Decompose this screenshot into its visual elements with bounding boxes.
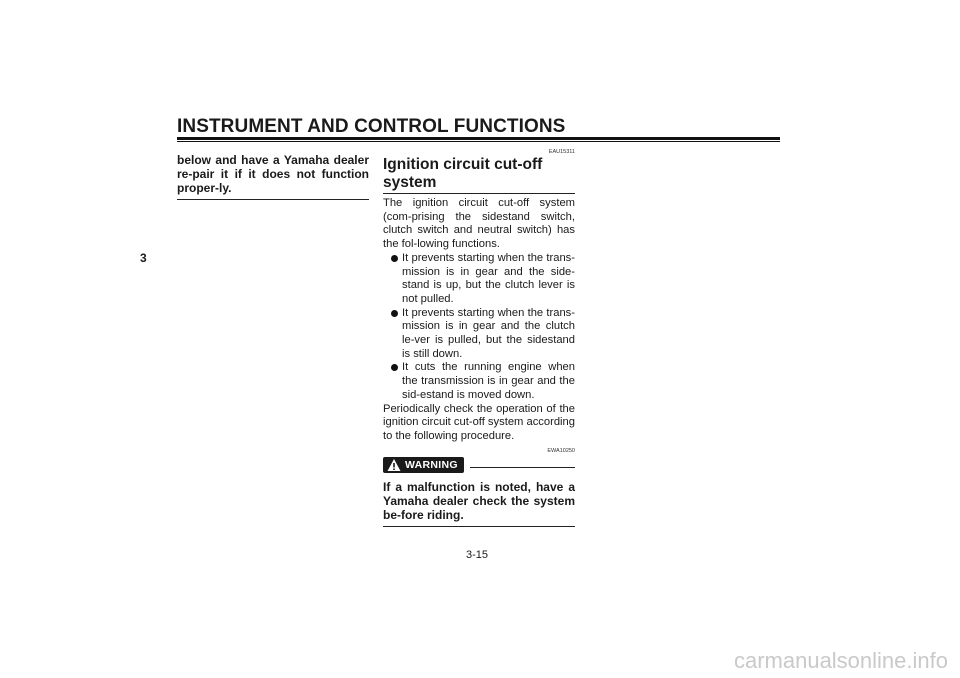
right-column [383, 149, 575, 527]
watermark: carmanualsonline.info [733, 648, 948, 673]
header-rule [177, 137, 780, 142]
warning-triangle-icon [387, 458, 401, 472]
section-intro: The ignition circuit cut-off system (com-prising the sidestand switch, clutch switch and neutral switch) has the fol-lowing functions. [383, 197, 575, 251]
page-number: 3-15 [466, 549, 489, 561]
warning-text: If a malfunction is noted, have a Yamaha dealer check the system be-fore riding. [383, 479, 575, 522]
bullet-list [383, 252, 575, 403]
list-item: It prevents starting when the trans-mission is in gear and the clutch le-ver is pulled, but the sidestand is still down. [383, 307, 575, 362]
section-code: EAU15311 [548, 149, 575, 155]
warning-header-rule [470, 467, 575, 468]
chapter-tab: 3 [140, 251, 147, 265]
warning-badge [383, 457, 464, 473]
section-closing: Periodically check the operation of the ignition circuit cut-off system according to the following procedure. [383, 402, 575, 442]
warning-code: EWA10250 [547, 447, 575, 454]
bullet-icon [391, 364, 398, 371]
warning-end-rule [383, 526, 575, 527]
bullet-icon [391, 255, 398, 262]
warning-header [383, 456, 575, 474]
warning-label: WARNING [405, 458, 458, 471]
warning-end-rule [177, 199, 369, 200]
left-column [177, 153, 369, 200]
continued-warning-text: below and have a Yamaha dealer re-pair it if it does not function proper-ly. [177, 153, 369, 195]
bullet-icon [391, 310, 398, 317]
list-item: It prevents starting when the trans-mission is in gear and the side-stand is up, but the clutch lever is not pulled. [383, 252, 575, 307]
section-title: Ignition circuit cut-off system [383, 156, 575, 194]
list-item: It cuts the running engine when the transmission is in gear and the sid-estand is moved down. [383, 361, 575, 402]
page-title: INSTRUMENT AND CONTROL FUNCTIONS [177, 116, 566, 137]
